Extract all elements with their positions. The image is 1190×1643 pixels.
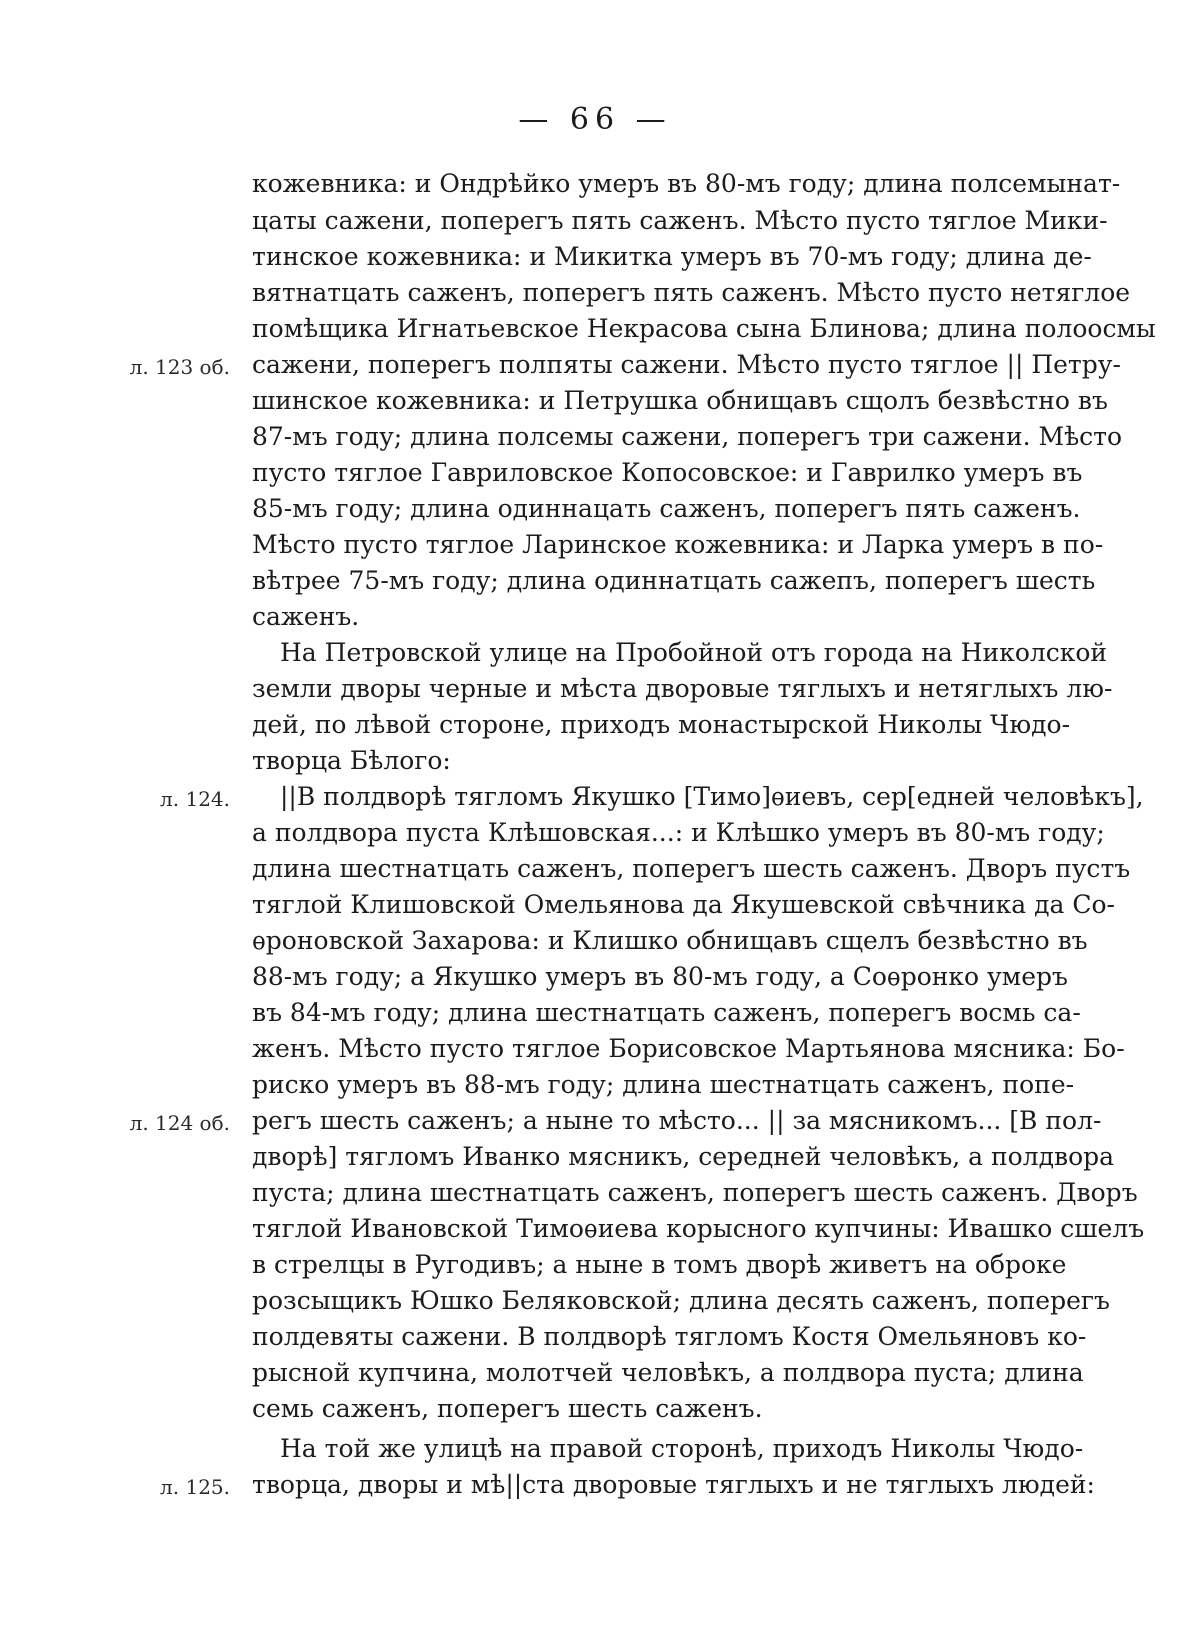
text-line: тинское кожевника: и Микитка умеръ въ 70-мъ году; длина де- xyxy=(252,242,1092,271)
text-line: На той же улицѣ на правой сторонѣ, приходъ Николы Чюдо- xyxy=(280,1434,1084,1463)
text-line: Мѣсто пусто тяглое Ларинское кожевника: и Ларка умеръ в по- xyxy=(252,530,1104,559)
text-line: рысной купчина, молотчей человѣкъ, а полдвора пуста; длина xyxy=(252,1358,1084,1387)
page-number: — 66 — xyxy=(518,102,672,137)
text-line: кожевника: и Ондрѣйко умеръ въ 80-мъ году; длина полсемынат- xyxy=(252,169,1121,198)
text-line: тяглой Ивановской Тимоѳиева корысного купчины: Ивашко сшелъ xyxy=(252,1214,1145,1243)
text-line: ѳроновской Захарова: и Клишко обнищавъ сщелъ безвѣстно въ xyxy=(252,926,1088,955)
text-line: дей, по лѣвой стороне, приходъ монастырской Николы Чюдо- xyxy=(252,710,1071,739)
text-line: творца, дворы и мѣ||ста дворовые тяглыхъ и не тяглыхъ людей: xyxy=(252,1470,1095,1499)
text-line: полдевяты сажени. В полдворѣ тягломъ Костя Омельяновъ ко- xyxy=(252,1322,1087,1351)
text-line: дворѣ] тягломъ Иванко мясникъ, середней человѣкъ, а полдвора xyxy=(252,1142,1115,1171)
text-line: На Петровской улице на Пробойной отъ города на Николской xyxy=(280,638,1108,667)
text-line: ||В полдворѣ тягломъ Якушко [Тимо]ѳиевъ, сер[едней человѣкъ], xyxy=(280,782,1144,811)
text-line: творца Бѣлого: xyxy=(252,746,451,775)
text-line: розсыщикъ Юшко Беляковской; длина десять саженъ, поперегъ xyxy=(252,1286,1110,1315)
text-line: женъ. Мѣсто пусто тяглое Борисовское Мартьянова мясника: Бо- xyxy=(252,1034,1125,1063)
text-line: вятнатцать саженъ, поперегъ пять саженъ. Мѣсто пусто нетяглое xyxy=(252,278,1131,307)
text-line: помѣщика Игнатьевское Некрасова сына Блинова; длина полоосмы xyxy=(252,314,1156,343)
text-line: шинское кожевника: и Петрушка обнищавъ сщолъ безвѣстно въ xyxy=(252,386,1108,415)
margin-note-folio: л. 125. xyxy=(160,1475,230,1499)
margin-note-folio: л. 124. xyxy=(160,787,230,811)
text-line: длина шестнатцать саженъ, поперегъ шесть саженъ. Дворъ пустъ xyxy=(252,854,1131,883)
text-line: цаты сажени, поперегъ пять саженъ. Мѣсто пусто тяглое Мики- xyxy=(252,206,1108,235)
text-line: пуста; длина шестнатцать саженъ, поперегъ шесть саженъ. Дворъ xyxy=(252,1178,1138,1207)
text-line: вѣтрее 75-мъ году; длина одиннатцать сажепъ, поперегъ шесть xyxy=(252,566,1096,595)
text-line: сажени, поперегъ полпяты сажени. Мѣсто пусто тяглое || Петру- xyxy=(252,350,1121,379)
text-line: 87-мъ году; длина полсемы сажени, поперегъ три сажени. Мѣсто xyxy=(252,422,1123,451)
text-line: земли дворы черные и мѣста дворовые тяглыхъ и нетяглыхъ лю- xyxy=(252,674,1113,703)
text-line: пусто тяглое Гавриловское Копосовское: и Гаврилко умеръ въ xyxy=(252,458,1083,487)
text-line: семь саженъ, поперегъ шесть саженъ. xyxy=(252,1394,763,1423)
text-line: 88-мъ году; а Якушко умеръ въ 80-мъ году, а Соѳронко умеръ xyxy=(252,962,1068,991)
margin-note-folio: л. 123 об. xyxy=(129,355,230,379)
text-line: 85-мъ году; длина одиннацать саженъ, поперегъ пять саженъ. xyxy=(252,494,1081,523)
text-line: саженъ. xyxy=(252,602,360,631)
text-line: регъ шесть саженъ; а ныне то мѣсто... || за мясникомъ... [В пол- xyxy=(252,1106,1102,1135)
text-line: риско умеръ въ 88-мъ году; длина шестнатцать саженъ, попе- xyxy=(252,1070,1075,1099)
text-line: тяглой Клишовской Омельянова да Якушевской свѣчника да Со- xyxy=(252,890,1115,919)
text-line: въ 84-мъ году; длина шестнатцать саженъ, поперегъ восмь са- xyxy=(252,998,1081,1027)
text-line: а полдвора пуста Клѣшовская...: и Клѣшко умеръ въ 80-мъ году; xyxy=(252,818,1105,847)
text-line: в стрелцы в Ругодивъ; а ныне в томъ дворѣ живетъ на оброке xyxy=(252,1250,1067,1279)
margin-note-folio: л. 124 об. xyxy=(129,1111,230,1135)
